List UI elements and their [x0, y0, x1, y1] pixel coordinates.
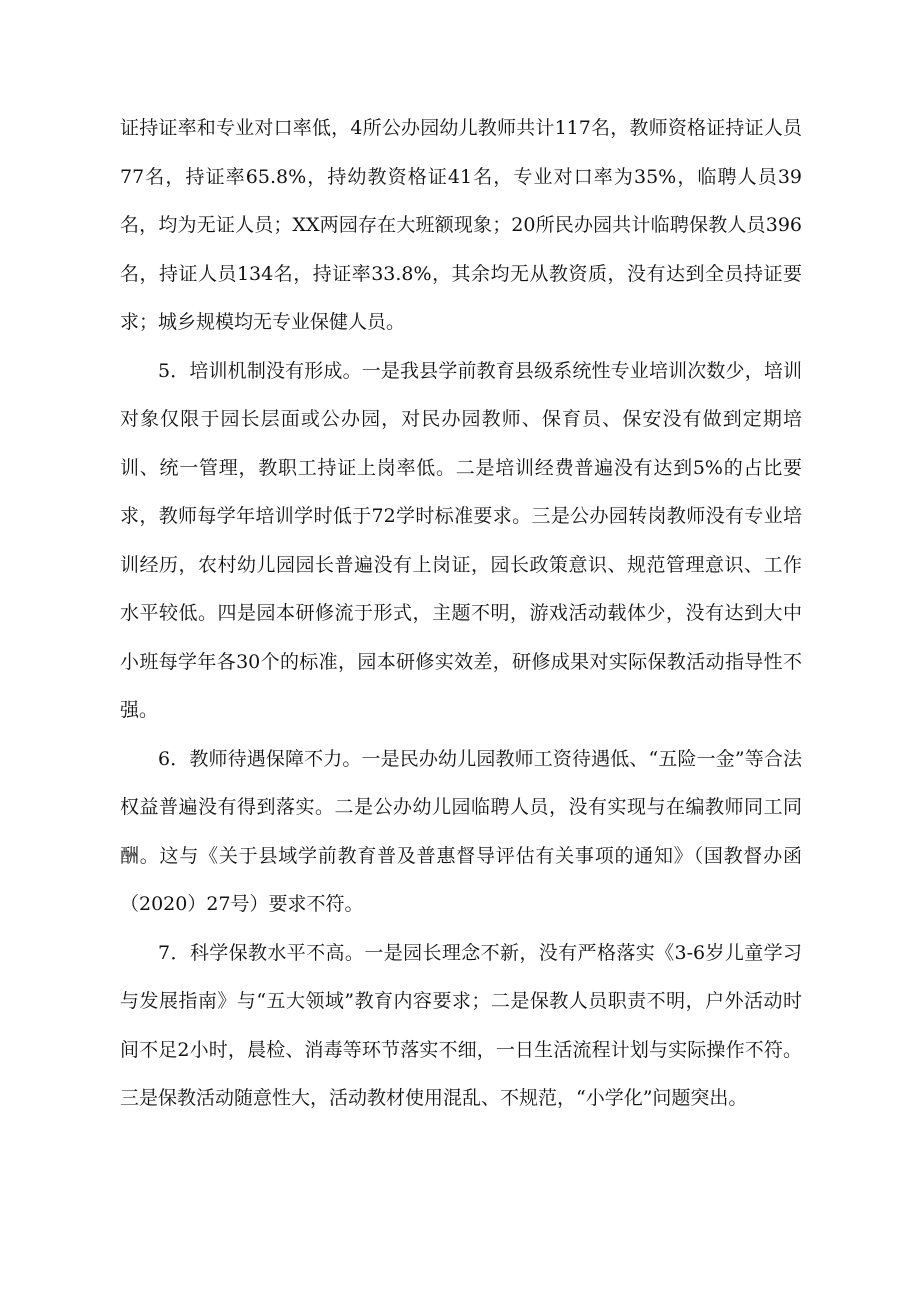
paragraph-training-mechanism: 5．培训机制没有形成。一是我县学前教育县级系统性专业培训次数少，培训对象仅限于园长层面或公办园，对民办园教师、保育员、保安没有做到定期培训、统一管理，教职工持证上岗率低。二是培训经费普遍没有达到5%的占比要求，教师每学年培训学时低于72学时标准要求。三是公办园转岗教师没有专业培训经历，农村幼儿园园长普遍没有上岗证，园长政策意识、规范管理意识、工作水平较低。四是园本研修流于形式，主题不明，游戏活动载体少，没有达到大中小班每学年各30个的标准，园本研修实效差，研修成果对实际保教活动指导性不强。	[120, 359, 802, 721]
document-body	[120, 104, 802, 1123]
paragraph-teacher-salary: 6．教师待遇保障不力。一是民办幼儿园教师工资待遇低、“五险一金”等合法权益普遍没有得到落实。二是公办幼儿园临聘人员，没有实现与在编教师同工同酬。这与《关于县域学前教育普及普惠督导评估有关事项的通知》（国教督办函（2020）27号）要求不符。	[120, 747, 802, 915]
paragraph-staff-certification: 证持证率和专业对口率低，4所公办园幼儿教师共计117名，教师资格证持证人员77名，持证率65.8%，持幼教资格证41名，专业对口率为35%，临聘人员39名，均为无证人员；XX两园存在大班额现象；20所民办园共计临聘保教人员396名，持证人员134名，持证率33.8%，其余均无从教资质，没有达到全员持证要求；城乡规模均无专业保健人员。	[120, 117, 802, 333]
paragraph-scientific-care: 7．科学保教水平不高。一是园长理念不新，没有严格落实《3-6岁儿童学习与发展指南》与“五大领域”教育内容要求；二是保教人员职责不明，户外活动时间不足2小时，晨检、消毒等环节落实不细，一日生活流程计划与实际操作不符。三是保教活动随意性大，活动教材使用混乱、不规范，“小学化”问题突出。	[120, 941, 802, 1109]
